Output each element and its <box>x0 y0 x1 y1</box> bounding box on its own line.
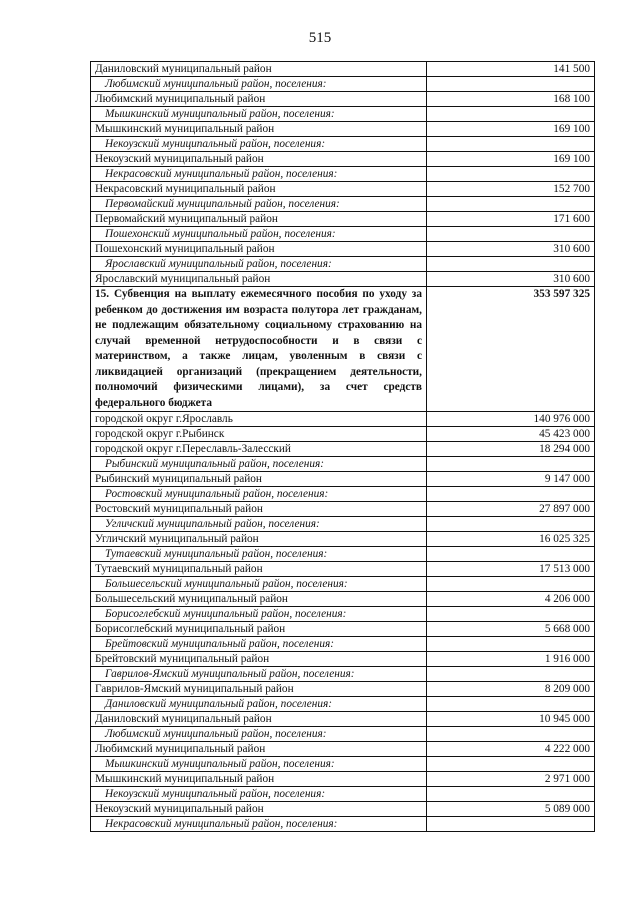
section-total: 353 597 325 <box>427 287 595 412</box>
district-name: Гаврилов-Ямский муниципальный район <box>91 682 427 697</box>
district-name: Брейтовский муниципальный район <box>91 652 427 667</box>
subheading-row <box>91 517 595 532</box>
district-name: Ярославский муниципальный район <box>91 272 427 287</box>
settlements-subheading: Тутаевский муниципальный район, поселения: <box>91 547 427 562</box>
subheading-row <box>91 727 595 742</box>
section-header-row <box>91 287 595 412</box>
district-name: Мышкинский муниципальный район <box>91 122 427 137</box>
district-name: Рыбинский муниципальный район <box>91 472 427 487</box>
settlements-subheading: Брейтовский муниципальный район, поселения: <box>91 637 427 652</box>
table-row <box>91 712 595 727</box>
section-title: 15. Субвенция на выплату ежемесячного пособия по уходу за ребенком до достижения им возраста полутора лет гражданам, не подлежащим обязательному социальному страхованию на случай временной нетрудоспособности и в связи с материнством, а также лицам, уволенным в связи с ликвидацией организаций (прекращением деятельности, полномочий физическими лицами), за счет средств федерального бюджета <box>91 287 427 412</box>
subheading-row <box>91 77 595 92</box>
subheading-row <box>91 817 595 832</box>
table-row <box>91 802 595 817</box>
table-row <box>91 212 595 227</box>
amount-cell: 140 976 000 <box>427 412 595 427</box>
settlements-subheading: Даниловский муниципальный район, поселения: <box>91 697 427 712</box>
amount-cell <box>427 517 595 532</box>
amount-cell: 16 025 325 <box>427 532 595 547</box>
subheading-row <box>91 697 595 712</box>
amount-cell <box>427 577 595 592</box>
table-row <box>91 532 595 547</box>
settlements-subheading: Ростовский муниципальный район, поселения: <box>91 487 427 502</box>
amount-cell <box>427 197 595 212</box>
amount-cell: 27 897 000 <box>427 502 595 517</box>
budget-table <box>90 61 595 832</box>
settlements-subheading: Борисоглебский муниципальный район, поселения: <box>91 607 427 622</box>
district-name: Некоузский муниципальный район <box>91 152 427 167</box>
settlements-subheading: Любимский муниципальный район, поселения: <box>91 727 427 742</box>
subheading-row <box>91 757 595 772</box>
amount-cell <box>427 107 595 122</box>
amount-cell: 45 423 000 <box>427 427 595 442</box>
amount-cell <box>427 77 595 92</box>
table-row <box>91 562 595 577</box>
table-row <box>91 772 595 787</box>
amount-cell: 152 700 <box>427 182 595 197</box>
subheading-row <box>91 487 595 502</box>
settlements-subheading: Угличский муниципальный район, поселения: <box>91 517 427 532</box>
district-name: Даниловский муниципальный район <box>91 62 427 77</box>
table-row <box>91 412 595 427</box>
amount-cell <box>427 757 595 772</box>
table-row <box>91 442 595 457</box>
subheading-row <box>91 667 595 682</box>
amount-cell <box>427 457 595 472</box>
table-row <box>91 592 595 607</box>
district-name: Любимский муниципальный район <box>91 742 427 757</box>
settlements-subheading: Рыбинский муниципальный район, поселения: <box>91 457 427 472</box>
subheading-row <box>91 547 595 562</box>
amount-cell <box>427 787 595 802</box>
district-name: Мышкинский муниципальный район <box>91 772 427 787</box>
amount-cell: 9 147 000 <box>427 472 595 487</box>
settlements-subheading: Некоузский муниципальный район, поселения: <box>91 137 427 152</box>
subheading-row <box>91 227 595 242</box>
table-row <box>91 272 595 287</box>
table-row <box>91 742 595 757</box>
settlements-subheading: Некрасовский муниципальный район, поселения: <box>91 817 427 832</box>
subheading-row <box>91 107 595 122</box>
settlements-subheading: Большесельский муниципальный район, поселения: <box>91 577 427 592</box>
subheading-row <box>91 787 595 802</box>
district-name: Тутаевский муниципальный район <box>91 562 427 577</box>
district-name: Ростовский муниципальный район <box>91 502 427 517</box>
subheading-row <box>91 197 595 212</box>
amount-cell <box>427 697 595 712</box>
settlements-subheading: Любимский муниципальный район, поселения: <box>91 77 427 92</box>
subheading-row <box>91 607 595 622</box>
amount-cell: 168 100 <box>427 92 595 107</box>
amount-cell: 171 600 <box>427 212 595 227</box>
amount-cell: 310 600 <box>427 272 595 287</box>
district-name: Борисоглебский муниципальный район <box>91 622 427 637</box>
table-row <box>91 427 595 442</box>
table-row <box>91 622 595 637</box>
amount-cell: 141 500 <box>427 62 595 77</box>
amount-cell <box>427 607 595 622</box>
amount-cell: 17 513 000 <box>427 562 595 577</box>
amount-cell <box>427 227 595 242</box>
district-name: Некрасовский муниципальный район <box>91 182 427 197</box>
subheading-row <box>91 637 595 652</box>
subheading-row <box>91 137 595 152</box>
amount-cell <box>427 547 595 562</box>
page-number: 515 <box>308 30 332 46</box>
amount-cell <box>427 167 595 182</box>
settlements-subheading: Некрасовский муниципальный район, поселения: <box>91 167 427 182</box>
amount-cell: 1 916 000 <box>427 652 595 667</box>
table-row <box>91 182 595 197</box>
table-row <box>91 682 595 697</box>
table-row <box>91 502 595 517</box>
district-name: Первомайский муниципальный район <box>91 212 427 227</box>
district-name: Любимский муниципальный район <box>91 92 427 107</box>
settlements-subheading: Мышкинский муниципальный район, поселения: <box>91 107 427 122</box>
district-name: Некоузский муниципальный район <box>91 802 427 817</box>
amount-cell: 4 222 000 <box>427 742 595 757</box>
table-row <box>91 242 595 257</box>
settlements-subheading: Ярославский муниципальный район, поселения: <box>91 257 427 272</box>
district-name: городской округ г.Переславль-Залесский <box>91 442 427 457</box>
amount-cell: 2 971 000 <box>427 772 595 787</box>
amount-cell: 310 600 <box>427 242 595 257</box>
settlements-subheading: Некоузский муниципальный район, поселения: <box>91 787 427 802</box>
district-name: Угличский муниципальный район <box>91 532 427 547</box>
district-name: Большесельский муниципальный район <box>91 592 427 607</box>
amount-cell <box>427 727 595 742</box>
amount-cell <box>427 637 595 652</box>
table-row <box>91 92 595 107</box>
amount-cell: 169 100 <box>427 122 595 137</box>
district-name: городской округ г.Рыбинск <box>91 427 427 442</box>
amount-cell: 10 945 000 <box>427 712 595 727</box>
district-name: городской округ г.Ярославль <box>91 412 427 427</box>
district-name: Даниловский муниципальный район <box>91 712 427 727</box>
amount-cell <box>427 137 595 152</box>
subheading-row <box>91 577 595 592</box>
amount-cell <box>427 487 595 502</box>
amount-cell: 5 668 000 <box>427 622 595 637</box>
amount-cell: 8 209 000 <box>427 682 595 697</box>
subheading-row <box>91 167 595 182</box>
settlements-subheading: Гаврилов-Ямский муниципальный район, поселения: <box>91 667 427 682</box>
subheading-row <box>91 457 595 472</box>
amount-cell: 5 089 000 <box>427 802 595 817</box>
budget-table-body <box>91 62 595 832</box>
district-name: Пошехонский муниципальный район <box>91 242 427 257</box>
amount-cell: 169 100 <box>427 152 595 167</box>
subheading-row <box>91 257 595 272</box>
table-row <box>91 62 595 77</box>
amount-cell: 18 294 000 <box>427 442 595 457</box>
settlements-subheading: Мышкинский муниципальный район, поселения: <box>91 757 427 772</box>
amount-cell <box>427 667 595 682</box>
settlements-subheading: Пошехонский муниципальный район, поселения: <box>91 227 427 242</box>
amount-cell: 4 206 000 <box>427 592 595 607</box>
amount-cell <box>427 817 595 832</box>
amount-cell <box>427 257 595 272</box>
table-row <box>91 152 595 167</box>
table-row <box>91 472 595 487</box>
settlements-subheading: Первомайский муниципальный район, поселения: <box>91 197 427 212</box>
table-row <box>91 122 595 137</box>
table-row <box>91 652 595 667</box>
